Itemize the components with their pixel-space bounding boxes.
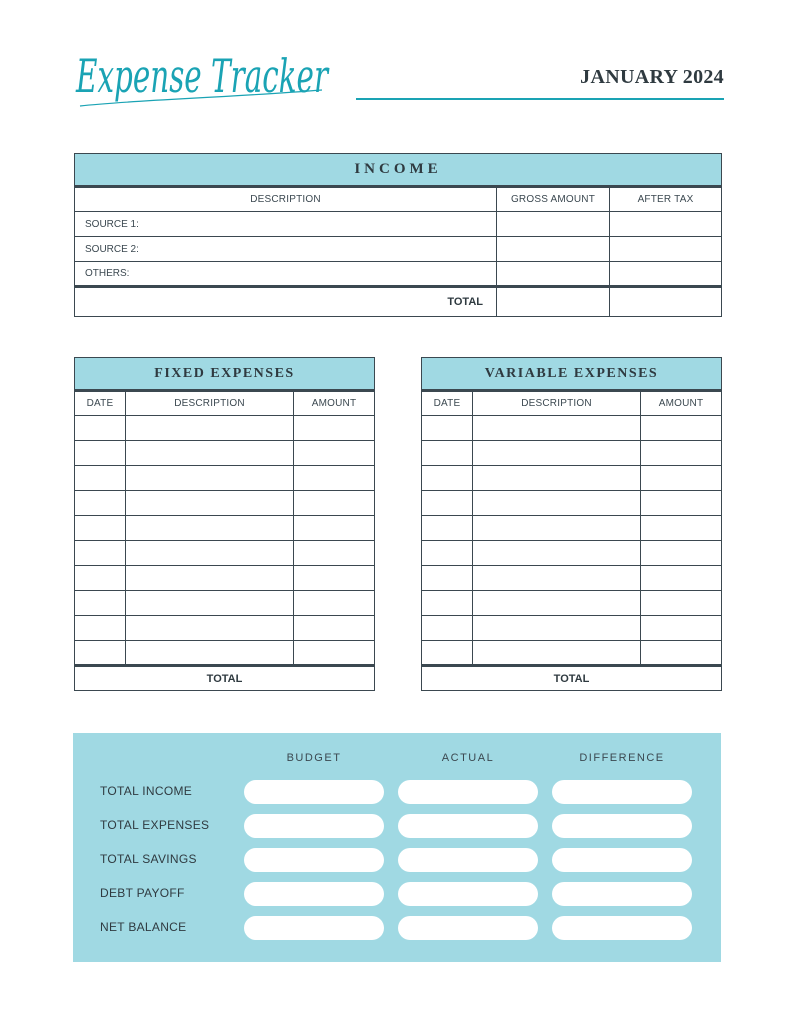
actual-field[interactable]	[398, 916, 538, 940]
description-cell[interactable]	[473, 516, 641, 541]
variable-col-description: DESCRIPTION	[473, 391, 641, 416]
description-cell[interactable]	[473, 641, 641, 666]
date-cell[interactable]	[422, 416, 473, 441]
income-aftertax-cell[interactable]	[610, 237, 722, 262]
description-cell[interactable]	[126, 591, 294, 616]
difference-field[interactable]	[552, 780, 692, 804]
amount-cell[interactable]	[641, 616, 722, 641]
description-cell[interactable]	[126, 491, 294, 516]
budget-field[interactable]	[244, 916, 384, 940]
summary-row-label: TOTAL EXPENSES	[100, 818, 210, 832]
amount-cell[interactable]	[641, 416, 722, 441]
description-cell[interactable]	[126, 566, 294, 591]
date-cell[interactable]	[75, 466, 126, 491]
income-aftertax-cell[interactable]	[610, 262, 722, 287]
expense-entry-row	[75, 491, 375, 516]
income-col-description: DESCRIPTION	[75, 187, 497, 212]
description-cell[interactable]	[126, 516, 294, 541]
description-cell[interactable]	[473, 416, 641, 441]
expense-entry-row	[75, 591, 375, 616]
expense-entry-row	[75, 541, 375, 566]
fixed-col-description: DESCRIPTION	[126, 391, 294, 416]
date-cell[interactable]	[75, 441, 126, 466]
description-cell[interactable]	[473, 466, 641, 491]
expense-entry-row	[422, 591, 722, 616]
summary-row-label: TOTAL SAVINGS	[100, 852, 197, 866]
date-cell[interactable]	[75, 416, 126, 441]
income-col-gross: GROSS AMOUNT	[497, 187, 610, 212]
date-cell[interactable]	[75, 591, 126, 616]
fixed-col-amount: AMOUNT	[294, 391, 375, 416]
variable-col-date: DATE	[422, 391, 473, 416]
amount-cell[interactable]	[641, 566, 722, 591]
actual-field[interactable]	[398, 780, 538, 804]
income-total-aftertax-cell[interactable]	[610, 287, 722, 317]
date-cell[interactable]	[422, 566, 473, 591]
description-cell[interactable]	[126, 541, 294, 566]
actual-field[interactable]	[398, 882, 538, 906]
expense-entry-row	[75, 641, 375, 666]
amount-cell[interactable]	[294, 491, 375, 516]
description-cell[interactable]	[473, 566, 641, 591]
month-label: JANUARY 2024	[580, 66, 724, 88]
expense-entry-row	[422, 441, 722, 466]
expense-entry-row	[422, 416, 722, 441]
budget-field[interactable]	[244, 848, 384, 872]
date-cell[interactable]	[422, 541, 473, 566]
date-cell[interactable]	[75, 541, 126, 566]
amount-cell[interactable]	[641, 591, 722, 616]
summary-row-label: TOTAL INCOME	[100, 784, 193, 798]
income-gross-cell[interactable]	[497, 212, 610, 237]
description-cell[interactable]	[126, 416, 294, 441]
date-cell[interactable]	[75, 641, 126, 666]
fixed-total-label: TOTAL	[75, 666, 375, 691]
date-cell[interactable]	[75, 491, 126, 516]
amount-cell[interactable]	[294, 541, 375, 566]
expense-entry-row	[422, 641, 722, 666]
income-total-label: TOTAL	[75, 287, 497, 317]
difference-field[interactable]	[552, 916, 692, 940]
income-gross-cell[interactable]	[497, 237, 610, 262]
month-underline	[356, 98, 724, 100]
expense-entry-row	[75, 616, 375, 641]
income-row-label: OTHERS:	[75, 262, 497, 287]
summary-row-label: DEBT PAYOFF	[100, 886, 185, 900]
amount-cell[interactable]	[641, 516, 722, 541]
income-row-label: SOURCE 2:	[75, 237, 497, 262]
difference-field[interactable]	[552, 882, 692, 906]
amount-cell[interactable]	[641, 641, 722, 666]
expense-entry-row	[75, 466, 375, 491]
variable-expenses-title: VARIABLE EXPENSES	[422, 358, 722, 391]
expense-entry-row	[75, 441, 375, 466]
description-cell[interactable]	[473, 491, 641, 516]
variable-expenses-table	[421, 357, 722, 691]
date-cell[interactable]	[422, 616, 473, 641]
amount-cell[interactable]	[294, 441, 375, 466]
expense-entry-row	[422, 466, 722, 491]
description-cell[interactable]	[473, 541, 641, 566]
fixed-expenses-rows	[75, 416, 375, 666]
actual-field[interactable]	[398, 848, 538, 872]
description-cell[interactable]	[473, 441, 641, 466]
page-title: Expense Tracker	[75, 49, 330, 103]
income-total-gross-cell[interactable]	[497, 287, 610, 317]
expense-entry-row	[75, 516, 375, 541]
fixed-expenses-table	[74, 357, 375, 691]
budget-field[interactable]	[244, 780, 384, 804]
expense-entry-row	[422, 616, 722, 641]
difference-field[interactable]	[552, 848, 692, 872]
amount-cell[interactable]	[294, 566, 375, 591]
date-cell[interactable]	[422, 591, 473, 616]
fixed-expenses-title: FIXED EXPENSES	[75, 358, 375, 391]
summary-row-label: NET BALANCE	[100, 920, 187, 934]
date-cell[interactable]	[75, 566, 126, 591]
summary-col-budget: BUDGET	[286, 752, 342, 764]
expense-entry-row	[422, 491, 722, 516]
fixed-col-date: DATE	[75, 391, 126, 416]
date-cell[interactable]	[422, 441, 473, 466]
expense-entry-row	[422, 541, 722, 566]
income-gross-cell[interactable]	[497, 262, 610, 287]
expense-entry-row	[75, 566, 375, 591]
income-title: INCOME	[75, 154, 722, 187]
budget-field[interactable]	[244, 814, 384, 838]
description-cell[interactable]	[473, 616, 641, 641]
difference-field[interactable]	[552, 814, 692, 838]
description-cell[interactable]	[126, 466, 294, 491]
date-cell[interactable]	[422, 491, 473, 516]
income-col-aftertax: AFTER TAX	[610, 187, 722, 212]
amount-cell[interactable]	[641, 491, 722, 516]
income-row-label: SOURCE 1:	[75, 212, 497, 237]
expense-entry-row	[75, 416, 375, 441]
income-table	[74, 153, 722, 317]
amount-cell[interactable]	[641, 441, 722, 466]
amount-cell[interactable]	[294, 416, 375, 441]
amount-cell[interactable]	[294, 641, 375, 666]
date-cell[interactable]	[75, 616, 126, 641]
expense-entry-row	[422, 566, 722, 591]
date-cell[interactable]	[422, 466, 473, 491]
summary-panel	[73, 733, 721, 962]
variable-col-amount: AMOUNT	[641, 391, 722, 416]
expense-entry-row	[422, 516, 722, 541]
date-cell[interactable]	[422, 516, 473, 541]
amount-cell[interactable]	[641, 466, 722, 491]
amount-cell[interactable]	[641, 541, 722, 566]
amount-cell[interactable]	[294, 516, 375, 541]
title-logo	[72, 20, 352, 120]
date-cell[interactable]	[75, 516, 126, 541]
summary-col-difference: DIFFERENCE	[579, 752, 665, 764]
date-cell[interactable]	[422, 641, 473, 666]
description-cell[interactable]	[473, 591, 641, 616]
amount-cell[interactable]	[294, 616, 375, 641]
description-cell[interactable]	[126, 641, 294, 666]
description-cell[interactable]	[126, 441, 294, 466]
description-cell[interactable]	[126, 616, 294, 641]
amount-cell[interactable]	[294, 466, 375, 491]
budget-field[interactable]	[244, 882, 384, 906]
variable-expenses-rows	[422, 416, 722, 666]
income-aftertax-cell[interactable]	[610, 212, 722, 237]
actual-field[interactable]	[398, 814, 538, 838]
summary-col-actual: ACTUAL	[441, 752, 495, 764]
variable-total-label: TOTAL	[422, 666, 722, 691]
amount-cell[interactable]	[294, 591, 375, 616]
